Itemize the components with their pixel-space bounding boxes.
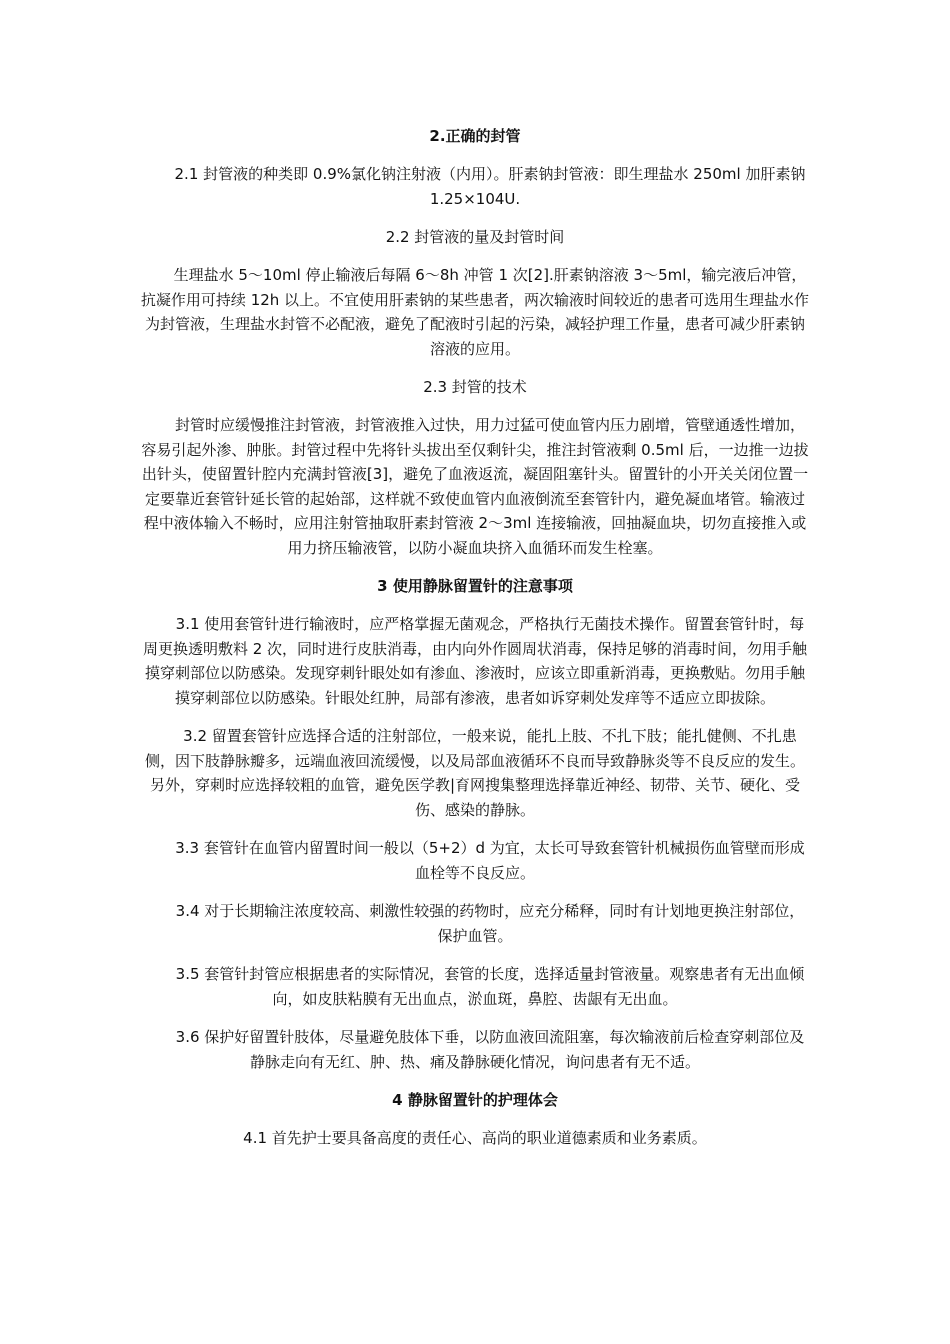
subheading-2-3: 2.3 封管的技术 <box>423 378 527 396</box>
paragraph-4-1: 4.1 首先护士要具备高度的责任心、高尚的职业道德素质和业务素质。 <box>243 1129 707 1147</box>
paragraph-3-6: 3.6 保护好留置针肢体，尽量避免肢体下垂，以防血液回流阻塞，每次输液前后检查穿刺部位及静脉走向有无红、肿、热、痛及静脉硬化情况，询问患者有无不适。 <box>175 1028 805 1071</box>
paragraph-2-2: 生理盐水 5～10ml 停止输液后每隔 6～8h 冲管 1 次[2].肝素钠溶液 3～5ml，输完液后冲管，抗凝作用可持续 12h 以上。不宜使用肝素钠的某些患者，两次输液时间较近的患者可选用生理盐水作为封管液，生理盐水封管不必配液，避免了配液时引起的污染，减轻护理工作量，患者可减少肝素钠溶液的应用。 <box>140 266 810 358</box>
paragraph-3-2: 3.2 留置套管针应选择合适的注射部位，一般来说，能扎上肢、不扎下肢；能扎健侧、不扎患侧，因下肢静脉瓣多，远端血液回流缓慢，以及局部血液循环不良而导致静脉炎等不良反应的发生。另外，穿刺时应选择较粗的血管，避免医学教|育网搜集整理选择靠近神经、韧带、关节、硬化、受伤、感染的静脉。 <box>144 727 805 819</box>
section-3-heading: 3 使用静脉留置针的注意事项 <box>377 577 573 595</box>
paragraph-2-3: 封管时应缓慢推注封管液，封管液推入过快，用力过猛可使血管内压力剧增，管壁通透性增加，容易引起外渗、肿胀。封管过程中先将针头拔出至仅剩针尖，推注封管液剩 0.5ml 后，一边推一边拔出针头，使留置针腔内充满封管液[3]，避免了血液返流，凝固阻塞针头。留置针的小开关关闭位置一定要靠近套管针延长管的起始部，这样就不致使血管内血液倒流至套管针内，避免凝血堵管。输液过程中液体输入不畅时，应用注射管抽取肝素封管液 2～3ml 连接输液，回抽凝血块，切勿直接推入或用力挤压输液管，以防小凝血块挤入血循环而发生栓塞。 <box>141 416 809 557</box>
paragraph-3-1: 3.1 使用套管针进行输液时，应严格掌握无菌观念，严格执行无菌技术操作。留置套管针时，每周更换透明敷料 2 次，同时进行皮肤消毒，由内向外作圆周状消毒，保持足够的消毒时间，勿用手触摸穿刺部位以防感染。发现穿刺针眼处如有渗血、渗液时，应该立即重新消毒，更换敷贴。勿用手触摸穿刺部位以防感染。针眼处红肿，局部有渗液，患者如诉穿刺处发痒等不适应立即拔除。 <box>142 615 808 707</box>
section-2-heading: 2.正确的封管 <box>429 127 521 145</box>
document-body <box>140 124 810 1165</box>
paragraph-3-3: 3.3 套管针在血管内留置时间一般以（5+2）d 为宜，太长可导致套管针机械损伤血管壁而形成血栓等不良反应。 <box>175 839 805 882</box>
paragraph-2-1: 2.1 封管液的种类即 0.9%氯化钠注射液（内用）。肝素钠封管液：即生理盐水 250ml 加肝素钠 1.25×104U. <box>174 165 806 208</box>
section-4-heading: 4 静脉留置针的护理体会 <box>392 1091 558 1109</box>
subheading-2-2: 2.2 封管液的量及封管时间 <box>385 228 565 246</box>
paragraph-3-4: 3.4 对于长期输注浓度较高、刺激性较强的药物时，应充分稀释，同时有计划地更换注射部位，保护血管。 <box>175 902 805 945</box>
paragraph-3-5: 3.5 套管针封管应根据患者的实际情况，套管的长度，选择适量封管液量。观察患者有无出血倾向，如皮肤粘膜有无出血点，淤血斑，鼻腔、齿龈有无出血。 <box>175 965 805 1008</box>
